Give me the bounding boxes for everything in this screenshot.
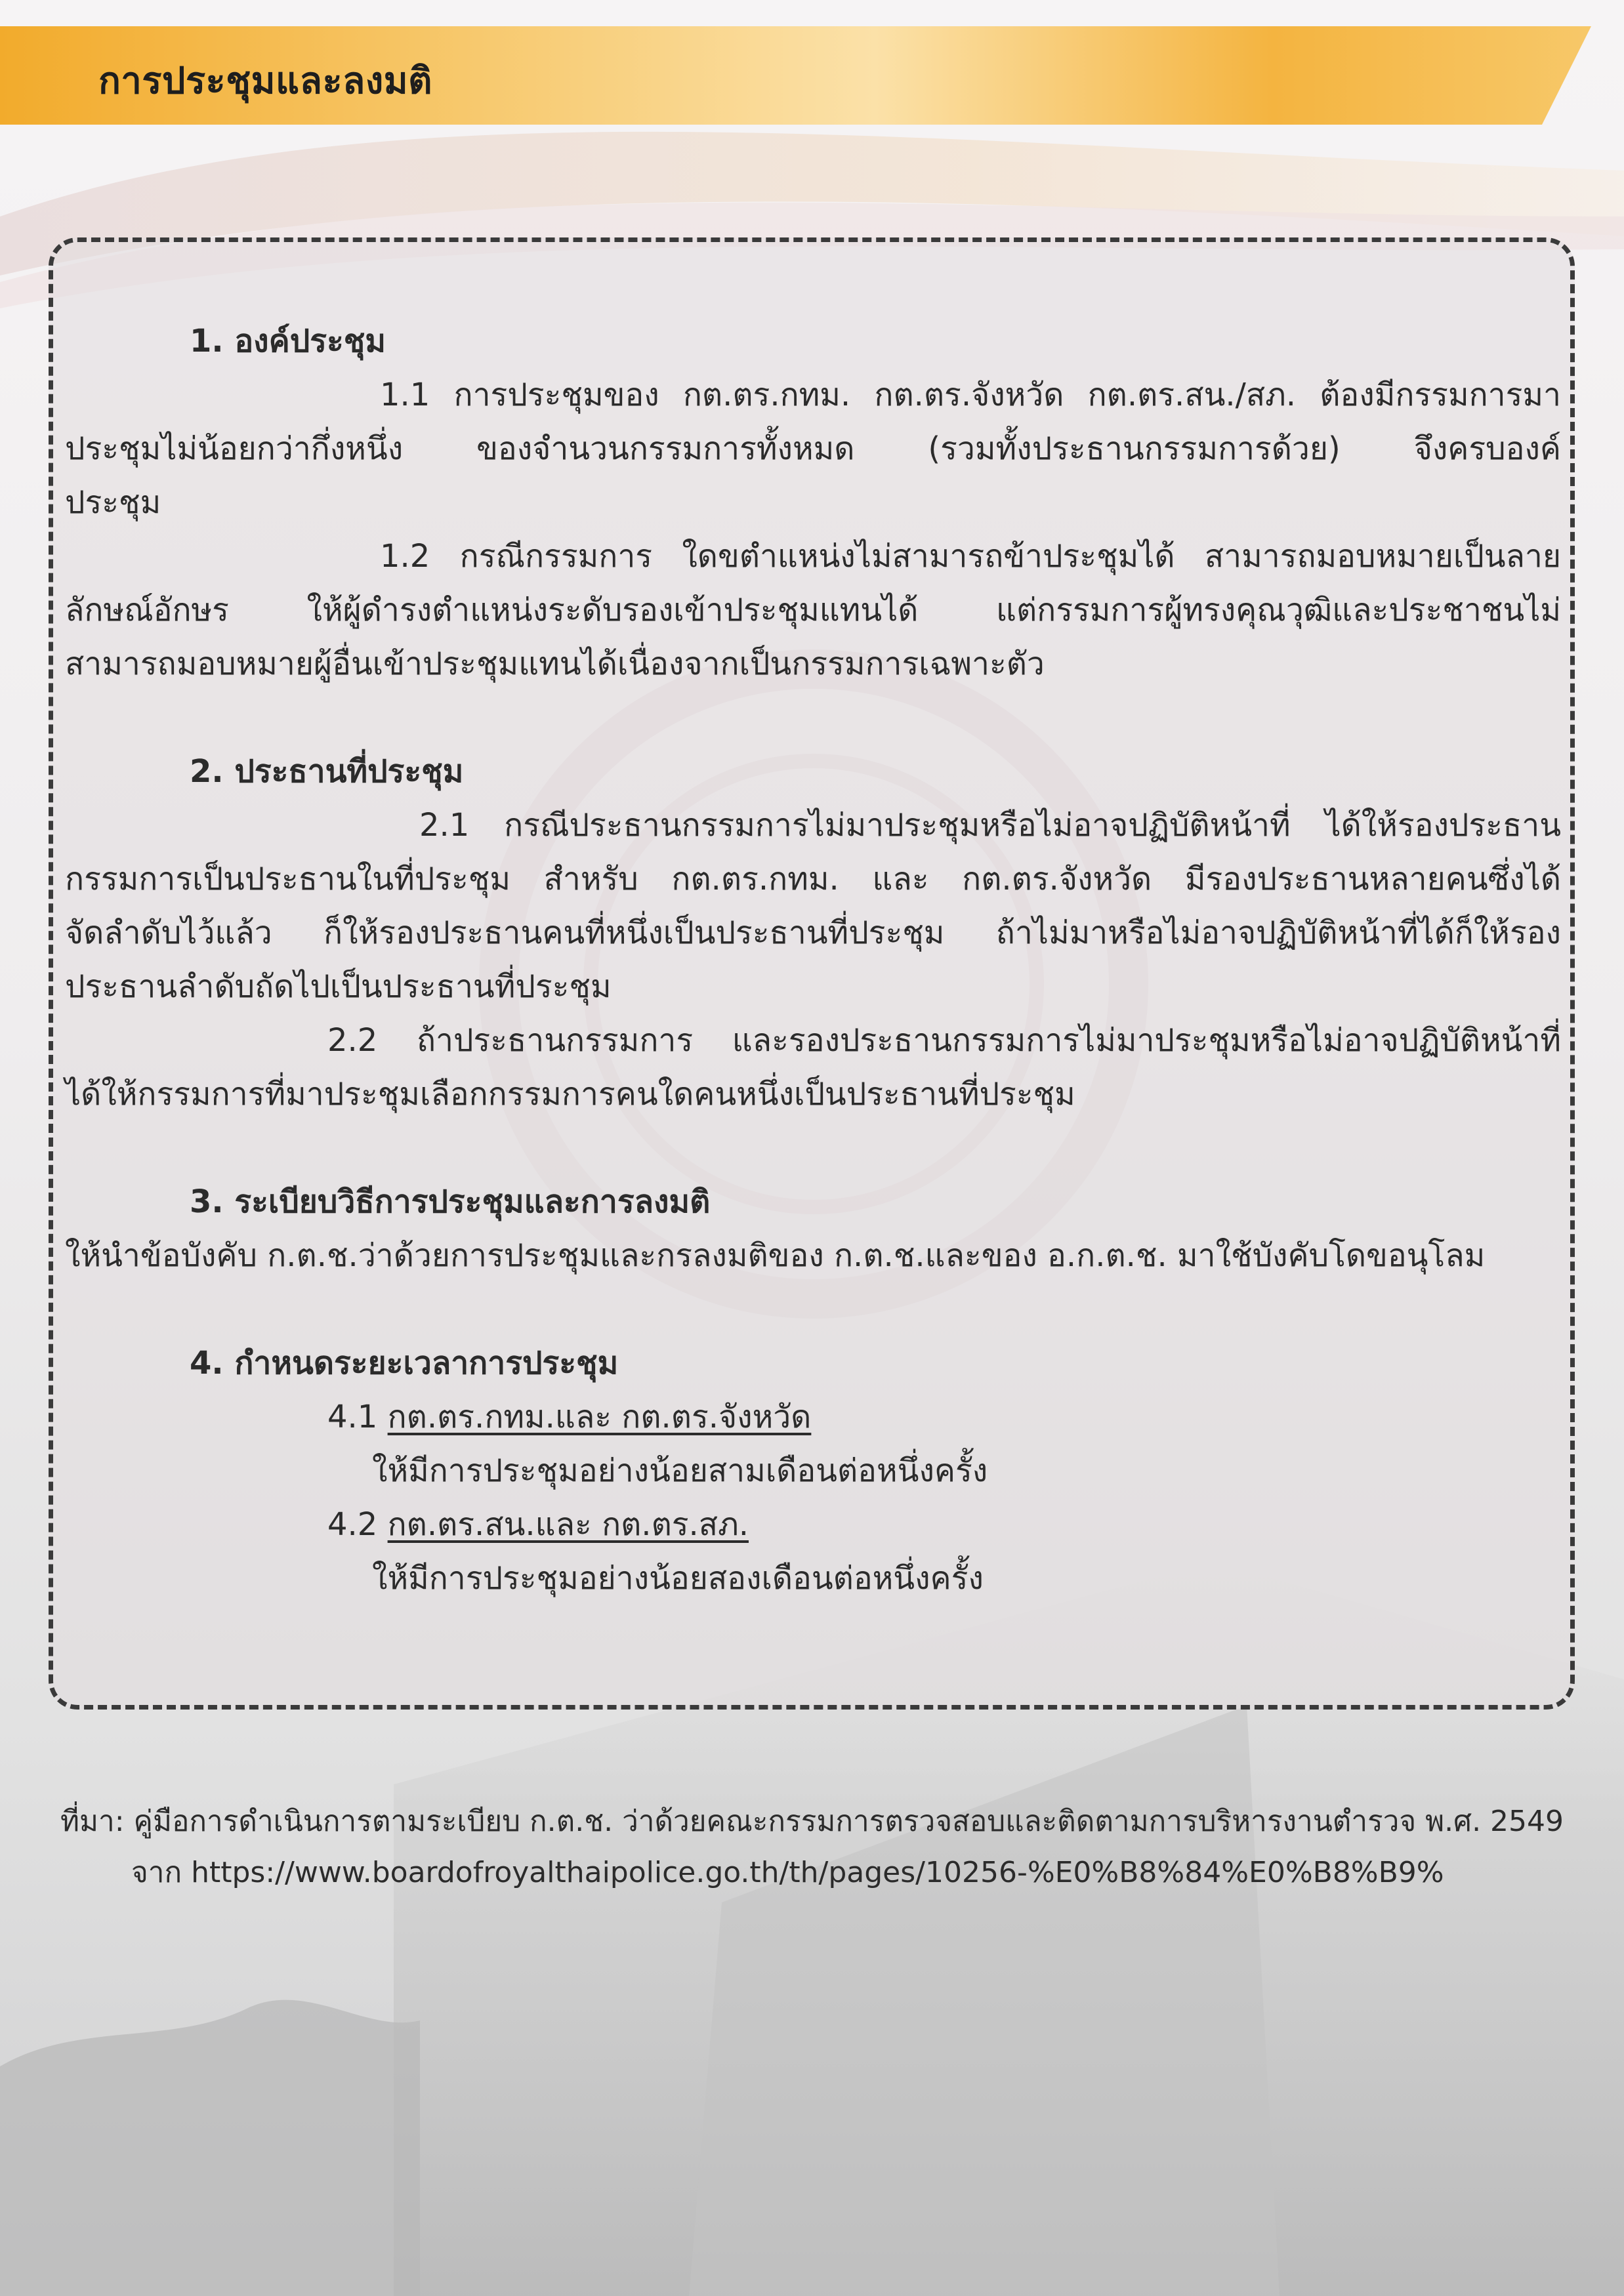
schedule-item-text: ให้มีการประชุมอย่างน้อยสองเดือนต่อหนึ่งครั้ง [372,1560,984,1597]
section-heading: 1. องค์ประชุม [190,323,386,359]
content-body [65,314,1561,1605]
section-heading: 2. ประธานที่ประชุม [190,753,464,790]
paragraph-line: จัดลำดับไว้แล้ว ก็ให้รองประธานคนที่หนึ่งเป็นประธานที่ประชุม ถ้าไม่มาหรือไม่อาจปฏิบัติหน้าที่ได้ก็ให้รอง [65,914,1561,951]
schedule-item-number: 4.1 [327,1399,378,1435]
spacer [65,1121,1561,1175]
paragraph-line: 2.1 กรณีประธานกรรมการไม่มาประชุมหรือไม่อาจปฏิบัติหน้าที่ ได้ให้รองประธาน [419,807,1561,844]
section-heading: 3. ระเบียบวิธีการประชุมและการลงมติ [190,1183,711,1220]
paragraph-line: 2.2 ถ้าประธานกรรมการ และรองประธานกรรมการไม่มาประชุมหรือไม่อาจปฏิบัติหน้าที่ [327,1022,1561,1059]
schedule-item-committees: กต.ตร.สน.และ กต.ตร.สภ. [387,1506,749,1543]
section-heading: 4. กำหนดระยะเวลาการประชุม [190,1345,619,1382]
schedule-item-label [65,1390,1561,1444]
paragraph-line: 1.2 กรณีกรรมการ ใดขตำแหน่งไม่สามารถข้าประชุมได้ สามารถมอบหมายเป็นลาย [380,538,1561,575]
page-title: การประชุมและลงมติ [98,60,432,102]
paragraph-line: ประธานลำดับถัดไปเป็นประธานที่ประชุม [65,968,612,1005]
paragraph-line: สามารถมอบหมายผู้อื่นเข้าประชุมแทนได้เนื่องจากเป็นกรรมการเฉพาะตัว [65,646,1045,682]
paragraph-line: ประชุมไม่น้อยกว่ากึ่งหนึ่ง ของจำนวนกรรมการทั้งหมด (รวมทั้งประธานกรรมการด้วย) จึงครบองค์ [65,430,1561,467]
schedule-item-label [65,1498,1561,1551]
schedule-item-number: 4.2 [327,1506,378,1543]
paragraph-line: ให้นำข้อบังคับ ก.ต.ช.ว่าด้วยการประชุมและกรลงมติของ ก.ต.ช.และของ อ.ก.ต.ช. มาใช้บังคับโดขอนุโลม [65,1237,1486,1274]
spacer [65,691,1561,745]
paragraph-line: ประชุม [65,484,161,521]
schedule-item-text: ให้มีการประชุมอย่างน้อยสามเดือนต่อหนึ่งครั้ง [372,1452,988,1489]
spacer [65,1282,1561,1336]
paragraph-line: กรรมการเป็นประธานในที่ประชุม สำหรับ กต.ตร.กทม. และ กต.ตร.จังหวัด มีรองประธานหลายคนซึ่งได้ [65,861,1561,897]
source-line: ที่มา: คู่มือการดำเนินการตามระเบียบ ก.ต.ช. ว่าด้วยคณะกรรมการตรวจสอบและติดตามการบริหารงานตำรวจ พ.ศ. 2549 [60,1805,1564,1838]
source-note [60,1796,1583,1898]
paragraph-line: ได้ให้กรรมการที่มาประชุมเลือกกรรมการคนใดคนหนึ่งเป็นประธานที่ประชุม [65,1076,1075,1113]
paragraph-line: 1.1 การประชุมของ กต.ตร.กทม. กต.ตร.จังหวัด กต.ตร.สน./สภ. ต้องมีกรรมการมา [380,377,1561,413]
source-url-line: จาก https://www.boardofroyalthaipolice.go.th/th/pages/10256-%E0%B8%84%E0%B8%B9% [131,1856,1444,1889]
schedule-item-committees: กต.ตร.กทม.และ กต.ตร.จังหวัด [387,1399,812,1435]
content-panel [49,237,1575,1710]
paragraph-line: ลักษณ์อักษร ให้ผู้ดำรงตำแหน่งระดับรองเข้าประชุมแทนได้ แต่กรรมการผู้ทรงคุณวุฒิและประชาชนไม่ [65,592,1561,628]
